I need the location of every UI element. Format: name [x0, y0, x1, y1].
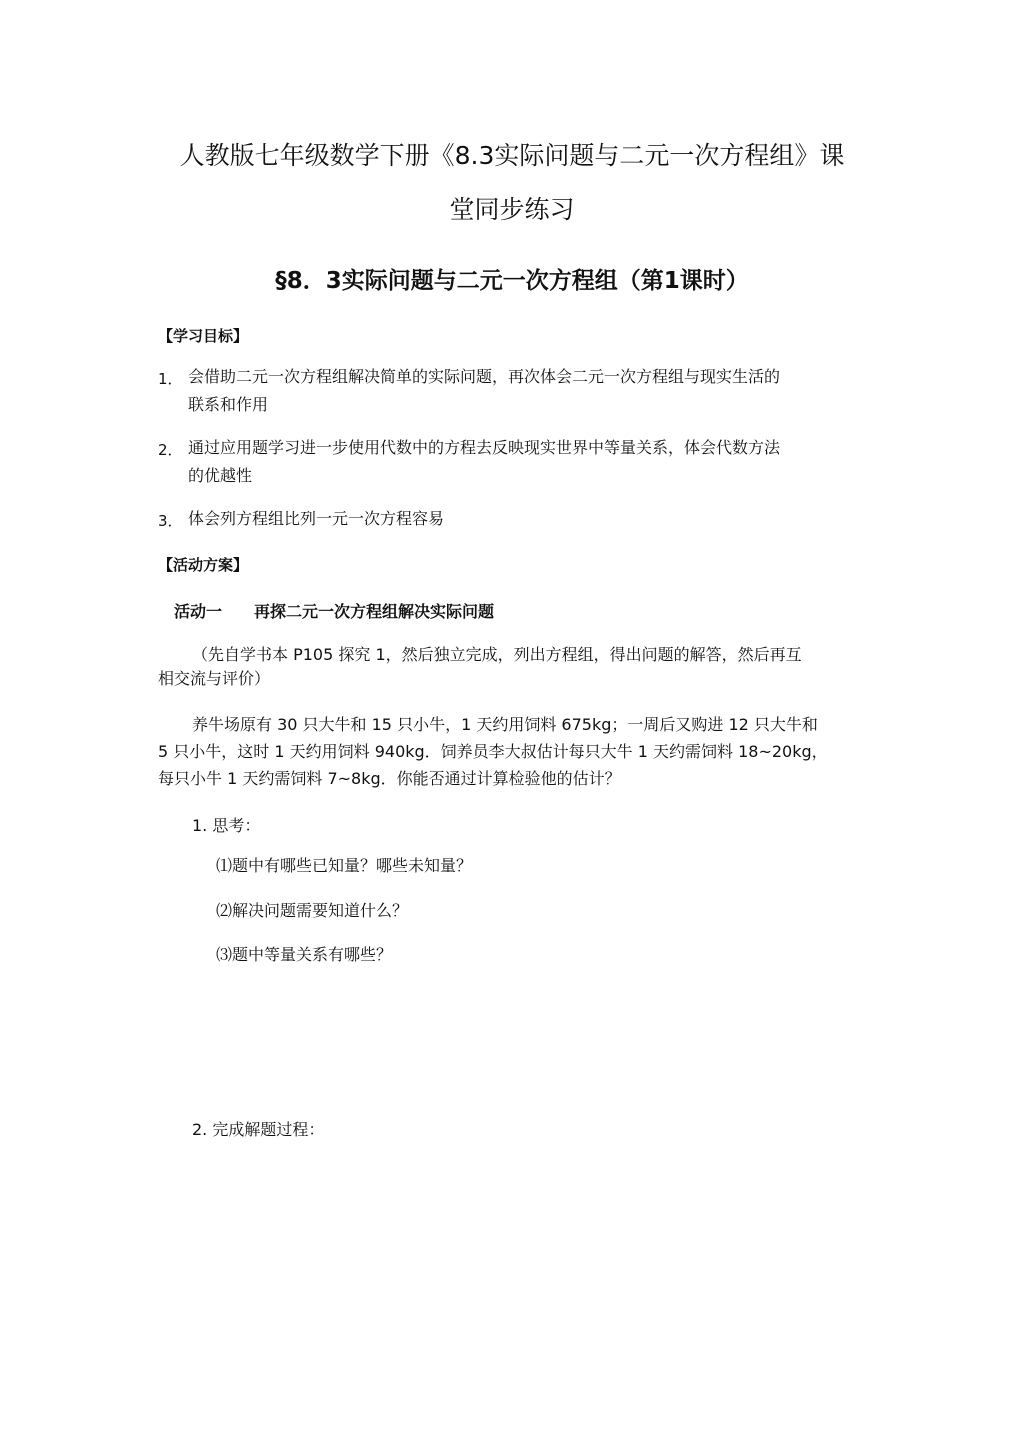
- objectives-heading: 【学习目标】: [158, 327, 249, 345]
- instruction-line: 相交流与评价）: [158, 669, 271, 688]
- section-subtitle: §8．3实际问题与二元一次方程组（第1课时）: [275, 268, 749, 294]
- question-item: ⑶题中等量关系有哪些？: [216, 945, 393, 964]
- objective-item-line: 联系和作用: [188, 395, 269, 414]
- activity1-title: 活动一 再探二元一次方程组解决实际问题: [174, 602, 495, 621]
- objective-item-line: 体会列方程组比列一元一次方程容易: [188, 509, 445, 528]
- problem-line: 养牛场原有 30 只大牛和 15 只小牛，1 天约用饲料 675kg；一周后又购进 12 只大牛和: [192, 715, 818, 734]
- think-label: 1. 思考：: [192, 816, 261, 835]
- objective-number: 3．: [158, 512, 183, 530]
- problem-line: 每只小牛 1 天约需饲料 7~8kg．你能否通过计算检验他的估计？: [158, 769, 621, 788]
- objective-number: 2．: [158, 441, 183, 459]
- problem-line: 5 只小牛，这时 1 天约用饲料 940kg．饲养员李大叔估计每只大牛 1 天约需饲料 18~20kg，: [158, 742, 828, 761]
- objective-item-line: 会借助二元一次方程组解决简单的实际问题，再次体会二元一次方程组与现实生活的: [188, 367, 781, 386]
- question-item: ⑵解决问题需要知道什么？: [216, 901, 409, 920]
- objective-item-line: 通过应用题学习进一步使用代数中的方程去反映现实世界中等量关系，体会代数方法: [188, 438, 781, 457]
- question-item: ⑴题中有哪些已知量？哪些未知量？: [216, 856, 473, 875]
- activities-heading: 【活动方案】: [158, 556, 249, 574]
- objective-item-line: 的优越性: [188, 466, 253, 485]
- instruction-line: （先自学书本 P105 探究 1，然后独立完成，列出方程组，得出问题的解答，然后再互: [192, 645, 802, 664]
- document-title-line2: 堂同步练习: [449, 195, 575, 224]
- document-title-line1: 人教版七年级数学下册《8.3实际问题与二元一次方程组》课: [179, 141, 845, 170]
- objective-number: 1．: [158, 370, 183, 388]
- complete-label: 2. 完成解题过程：: [192, 1120, 325, 1139]
